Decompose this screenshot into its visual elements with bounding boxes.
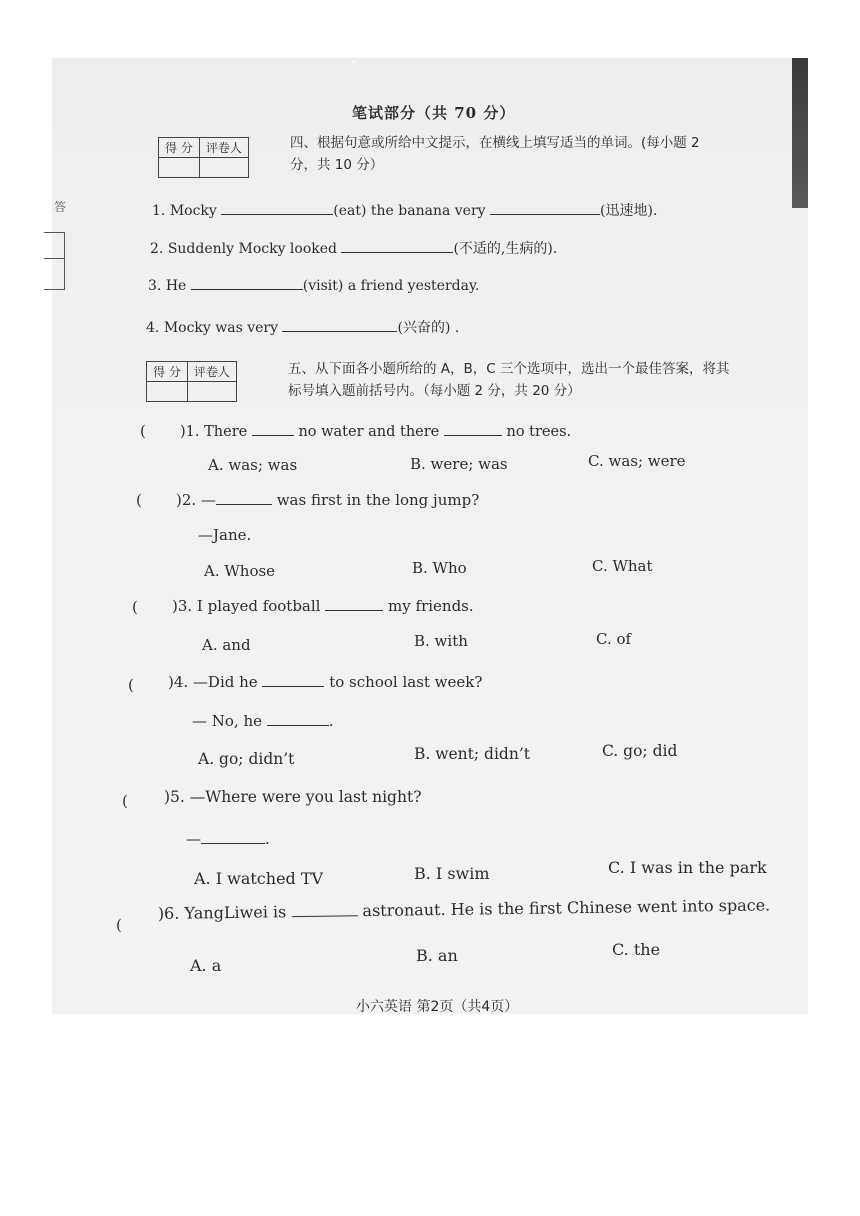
- grader-cell[interactable]: [199, 158, 248, 178]
- grader-cell[interactable]: [187, 382, 236, 402]
- option-a: A. was; was: [208, 456, 298, 474]
- answer-blank: [252, 423, 294, 436]
- page-title: 笔试部分（共 70 分）: [352, 104, 516, 122]
- option-a: A. Whose: [204, 562, 276, 580]
- answer-text: — No, he: [192, 712, 262, 730]
- question-3: [172, 597, 474, 615]
- option-b: B. I swim: [414, 864, 490, 883]
- margin-char: 答: [54, 200, 67, 214]
- photo-edge-shadow: [792, 58, 808, 208]
- option-b: B. went; didn’t: [414, 745, 530, 763]
- answer-blank: [267, 713, 329, 726]
- section4-instruction: 四、根据句意或所给中文提示，在横线上填写适当的单词。(每小题 2 分，共 10 分）: [290, 135, 700, 173]
- item-number: 4.: [146, 320, 160, 336]
- answer-text: .: [265, 830, 270, 848]
- answer-blank[interactable]: [221, 202, 333, 215]
- item-number: 3.: [148, 278, 162, 294]
- option-b: B. Who: [412, 559, 467, 577]
- option-c: C. the: [612, 940, 661, 959]
- option-a: A. a: [190, 956, 222, 975]
- question-text: no trees.: [506, 424, 572, 440]
- answer-paren[interactable]: (: [136, 491, 142, 509]
- question-text: my friends.: [388, 597, 474, 615]
- margin-box-divider: [44, 258, 64, 259]
- question-text: was first in the long jump?: [276, 491, 480, 509]
- answer-blank[interactable]: [191, 277, 303, 290]
- answer-line: —Jane.: [198, 526, 252, 544]
- item-text: (eat) the banana very: [333, 203, 486, 219]
- question-text: )6. YangLiwei is: [157, 902, 287, 923]
- question-1: [180, 423, 571, 440]
- question-text: astronaut. He is the first Chinese went into space.: [362, 895, 771, 921]
- answer-blank: [201, 831, 265, 844]
- option-b: B. an: [416, 946, 458, 965]
- answer-paren[interactable]: (: [128, 676, 134, 694]
- answer-line: [192, 712, 334, 730]
- answer-blank[interactable]: [282, 319, 397, 332]
- item-hint: (兴奋的) .: [397, 320, 460, 336]
- item-text: Mocky: [169, 203, 217, 219]
- option-a: A. and: [202, 636, 251, 654]
- option-c: C. of: [596, 630, 632, 648]
- score-header: 得 分: [159, 138, 200, 158]
- option-a: A. I watched TV: [194, 869, 324, 888]
- answer-line: [186, 830, 270, 848]
- answer-blank: [325, 598, 383, 611]
- score-table: [158, 137, 249, 178]
- answer-text: —: [186, 830, 201, 848]
- margin-box: [44, 232, 65, 290]
- question-text: )3. I played football: [172, 597, 321, 615]
- answer-paren[interactable]: (: [132, 598, 138, 616]
- score-header: 得 分: [147, 362, 188, 382]
- item-hint: (不适的,生病的).: [453, 241, 558, 257]
- question-2: [176, 491, 479, 509]
- item-text: Mocky was very: [163, 320, 279, 336]
- item-hint: (迅速地).: [600, 203, 658, 219]
- glare-spot: [352, 60, 355, 63]
- question-text: no water and there: [298, 424, 440, 440]
- page-footer: 小六英语 第2页（共4页）: [356, 999, 519, 1015]
- answer-blank[interactable]: [490, 202, 600, 215]
- answer-paren[interactable]: (: [122, 792, 128, 810]
- question-5: )5. —Where were you last night?: [164, 788, 422, 806]
- question-4: [168, 673, 482, 691]
- grader-header: 评卷人: [199, 138, 248, 158]
- item-number: 2.: [150, 241, 164, 257]
- option-c: C. was; were: [588, 452, 686, 470]
- question-text: )4. —Did he: [168, 673, 258, 691]
- option-b: B. were; was: [410, 455, 508, 473]
- answer-blank: [291, 903, 357, 917]
- answer-blank: [216, 492, 272, 505]
- item-text: Suddenly Mocky looked: [167, 241, 337, 257]
- fill-item-3: [148, 277, 479, 294]
- question-text: to school last week?: [329, 673, 483, 691]
- fill-item-1: [152, 200, 657, 220]
- answer-paren[interactable]: (: [116, 916, 122, 934]
- option-b: B. with: [414, 632, 468, 650]
- question-text: )1. There: [180, 424, 248, 440]
- score-table-2: [146, 361, 237, 402]
- section5-instruction: 五、从下面各小题所给的 A，B，C 三个选项中，选出一个最佳答案，将其标号填入题前括号内。（每小题 2 分，共 20 分）: [288, 361, 730, 399]
- option-c: C. I was in the park: [608, 858, 767, 877]
- answer-blank: [444, 423, 502, 436]
- answer-blank: [262, 674, 324, 687]
- question-text: )2. —: [176, 491, 216, 509]
- option-a: A. go; didn’t: [198, 750, 295, 768]
- score-cell[interactable]: [159, 158, 200, 178]
- grader-header: 评卷人: [187, 362, 236, 382]
- item-text: (visit) a friend yesterday.: [302, 278, 480, 294]
- score-cell[interactable]: [147, 382, 188, 402]
- item-text: He: [165, 278, 187, 294]
- option-c: C. What: [592, 557, 653, 575]
- item-number: 1.: [152, 203, 166, 219]
- fill-item-4: [146, 317, 459, 337]
- answer-text: .: [328, 712, 334, 730]
- fill-item-2: [150, 238, 557, 258]
- answer-blank[interactable]: [341, 240, 453, 253]
- answer-paren[interactable]: (: [140, 422, 146, 440]
- option-c: C. go; did: [602, 742, 678, 760]
